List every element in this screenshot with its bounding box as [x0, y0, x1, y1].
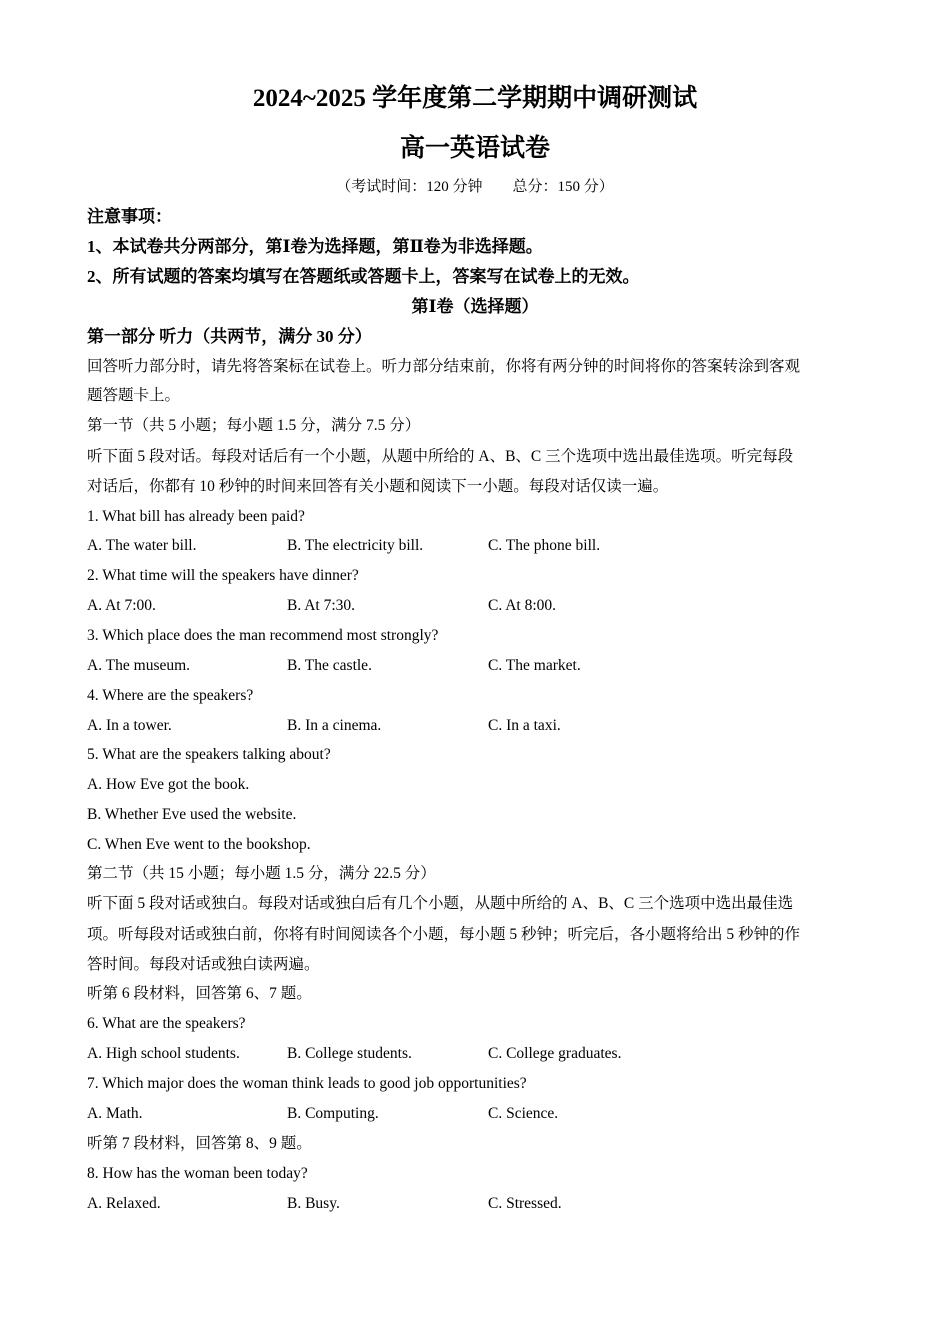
section2-instruction-line-1: 听下面 5 段对话或独白。每段对话或独白后有几个小题，从题中所给的 A、B、C 三个选项中选出最佳选 [87, 895, 794, 912]
part1-heading: 第一部分 听力（共两节，满分 30 分） [87, 327, 372, 346]
question-7-option-b: B. Computing. [287, 1105, 379, 1122]
question-5-option-c: C. When Eve went to the bookshop. [87, 836, 311, 853]
question-stem-7: 7. Which major does the woman think leads to good job opportunities? [87, 1075, 527, 1092]
notice-item-1: 1、本试卷共分两部分，第Ⅰ卷为选择题，第Ⅱ卷为非选择题。 [87, 237, 543, 256]
question-1-option-b: B. The electricity bill. [287, 537, 424, 554]
volume-title: 第Ⅰ卷（选择题） [411, 297, 539, 316]
question-8-option-a: A. Relaxed. [87, 1195, 161, 1212]
question-3-option-a: A. The museum. [87, 657, 191, 674]
question-stem-8: 8. How has the woman been today? [87, 1165, 308, 1182]
question-8-option-c: C. Stressed. [488, 1195, 562, 1212]
question-1-option-c: C. The phone bill. [488, 537, 601, 554]
question-4-option-c: C. In a taxi. [488, 717, 561, 734]
question-7-option-a: A. Math. [87, 1105, 143, 1122]
section2-heading: 第二节（共 15 小题；每小题 1.5 分，满分 22.5 分） [87, 865, 436, 882]
exam-title: 2024~2025 学年度第二学期期中调研测试 [252, 85, 698, 112]
section1-heading: 第一节（共 5 小题；每小题 1.5 分，满分 7.5 分） [87, 417, 421, 434]
question-stem-3: 3. Which place does the man recommend most strongly? [87, 627, 439, 644]
question-stem-1: 1. What bill has already been paid? [87, 508, 305, 525]
question-8-option-b: B. Busy. [287, 1195, 340, 1212]
question-stem-6: 6. What are the speakers? [87, 1015, 246, 1032]
question-2-option-c: C. At 8:00. [488, 597, 557, 614]
question-3-option-c: C. The market. [488, 657, 581, 674]
part1-instruction-line-1: 回答听力部分时，请先将答案标在试卷上。听力部分结束前，你将有两分钟的时间将你的答案转涂到客观 [87, 358, 801, 375]
question-6-option-b: B. College students. [287, 1045, 412, 1062]
question-7-option-c: C. Science. [488, 1105, 559, 1122]
material-7-instruction: 听第 7 段材料，回答第 8、9 题。 [87, 1135, 312, 1152]
question-2-option-b: B. At 7:30. [287, 597, 356, 614]
notice-heading: 注意事项： [87, 207, 172, 226]
question-6-option-a: A. High school students. [87, 1045, 240, 1062]
notice-item-2: 2、所有试题的答案均填写在答题纸或答题卡上，答案写在试卷上的无效。 [87, 267, 640, 286]
question-5-option-b: B. Whether Eve used the website. [87, 806, 297, 823]
question-2-option-a: A. At 7:00. [87, 597, 156, 614]
question-6-option-c: C. College graduates. [488, 1045, 622, 1062]
section2-instruction-line-3: 答时间。每段对话或独白读两遍。 [87, 956, 320, 973]
section1-instruction-line-2: 对话后，你都有 10 秒钟的时间来回答有关小题和阅读下一小题。每段对话仅读一遍。 [87, 478, 669, 495]
question-5-option-a: A. How Eve got the book. [87, 776, 250, 793]
exam-info: （考试时间：120 分钟 总分：150 分） [336, 179, 614, 195]
question-stem-5: 5. What are the speakers talking about? [87, 746, 331, 763]
material-6-instruction: 听第 6 段材料，回答第 6、7 题。 [87, 985, 312, 1002]
question-4-option-a: A. In a tower. [87, 717, 172, 734]
part1-instruction-line-2: 题答题卡上。 [87, 387, 181, 404]
question-1-option-a: A. The water bill. [87, 537, 197, 554]
question-4-option-b: B. In a cinema. [287, 717, 382, 734]
question-3-option-b: B. The castle. [287, 657, 372, 674]
question-stem-4: 4. Where are the speakers? [87, 687, 254, 704]
exam-subtitle: 高一英语试卷 [399, 135, 550, 162]
section2-instruction-line-2: 项。听每段对话或独白前，你将有时间阅读各个小题，每小题 5 秒钟；听完后，各小题将给出 5 秒钟的作 [87, 926, 801, 943]
section1-instruction-line-1: 听下面 5 段对话。每段对话后有一个小题，从题中所给的 A、B、C 三个选项中选出最佳选项。听完每段 [87, 448, 794, 465]
question-stem-2: 2. What time will the speakers have dinner? [87, 567, 359, 584]
